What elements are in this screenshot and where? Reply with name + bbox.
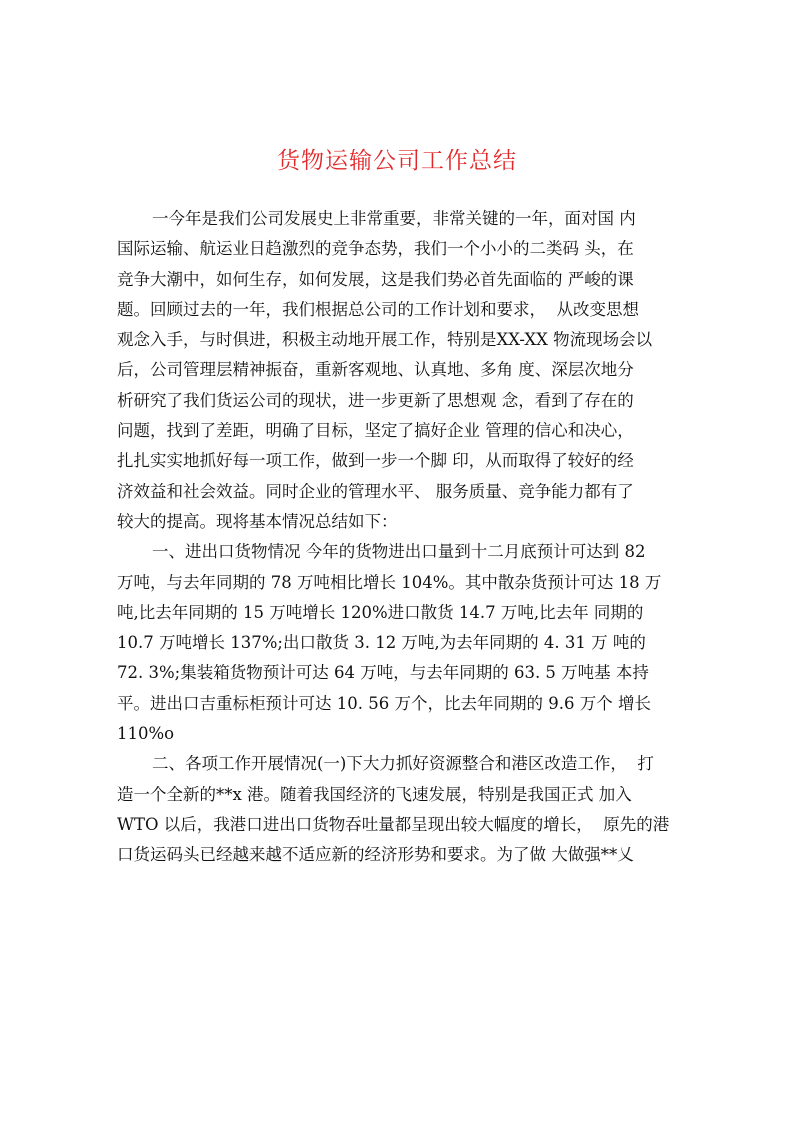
body-line: 观念入手，与时俱进，积极主动地开展工作，特别是XX-XX 物流现场会以	[117, 330, 653, 350]
body-line: 题。回顾过去的一年，我们根据总公司的工作计划和要求， 从改变思想	[117, 299, 639, 319]
body-line: 72. 3%;集装箱货物预计可达 64 万吨，与去年同期的 63. 5 万吨基 本持	[117, 663, 649, 683]
body-line: 万吨，与去年同期的 78 万吨相比增长 104%。其中散杂货预计可达 18 万	[117, 572, 662, 592]
body-line: 二、各项工作开展情况(一)下大力抓好资源整合和港区改造工作， 打	[152, 754, 654, 774]
body-line: 一、进出口货物情况 今年的货物进出口量到十二月底预计可达到 82	[152, 542, 646, 562]
document-body	[117, 204, 670, 871]
body-line: 造一个全新的**x 港。随着我国经济的飞速发展，特别是我国正式 加入	[117, 784, 632, 804]
body-line: 竞争大潮中，如何生存，如何发展，这是我们势必首先面临的 严峻的课	[117, 269, 634, 289]
body-line: 问题，找到了差距，明确了目标，坚定了搞好企业 管理的信心和决心，	[117, 421, 634, 441]
body-line: 较大的提高。现将基本情况总结如下：	[117, 511, 398, 531]
body-line: 110%o	[117, 724, 175, 744]
body-line: 扎扎实实地抓好每一项工作，做到一步一个脚 印，从而取得了较好的经	[117, 451, 634, 471]
body-line: 析研究了我们货运公司的现状，进一步更新了思想观 念，看到了存在的	[117, 390, 634, 410]
body-line: 一今年是我们公司发展史上非常重要，非常关键的一年，面对国 内	[152, 209, 636, 228]
body-line: WTO 以后，我港口进出口货物吞吐量都呈现出较大幅度的增长， 原先的港	[117, 814, 670, 834]
body-line: 吨,比去年同期的 15 万吨增长 120%进口散货 14.7 万吨,比去年 同期的	[117, 602, 644, 622]
body-line: 口货运码头已经越来越不适应新的经济形势和要求。为了做 大做强**乂	[117, 845, 634, 865]
body-line: 济效益和社会效益。同时企业的管理水平、 服务质量、竞争能力都有了	[117, 481, 634, 501]
body-line: 10.7 万吨增长 137%;出口散货 3. 12 万吨,为去年同期的 4. 31 万 吨的	[117, 633, 646, 653]
body-line: 平。进出口吉重标柜预计可达 10. 56 万个，比去年同期的 9.6 万个 增长	[117, 693, 651, 713]
body-line: 国际运输、航运业日趋激烈的竞争态势，我们一个小小的二类码 头，在	[117, 239, 634, 259]
body-line: 后，公司管理层精神振奋，重新客观地、认真地、多角 度、深层次地分	[117, 360, 634, 380]
document-title: 货物运输公司工作总结	[277, 148, 517, 174]
